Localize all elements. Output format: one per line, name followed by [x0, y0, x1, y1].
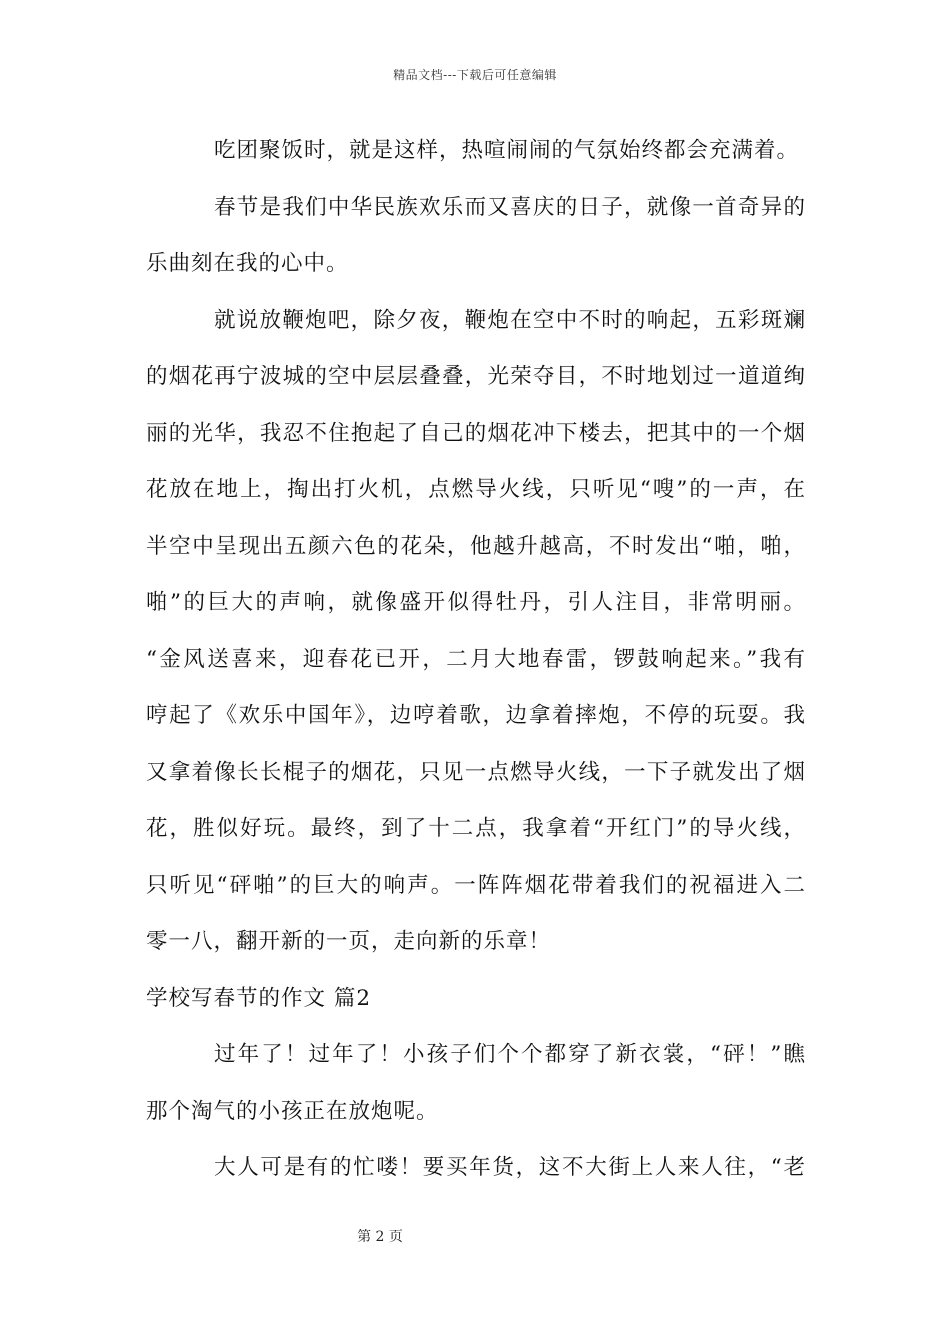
text-line: 只听见“砰啪”的巨大的响声。一阵阵烟花带着我们的祝福进入二: [146, 872, 806, 898]
section-heading: 学校写春节的作文 篇2: [146, 985, 372, 1011]
text-line: 春节是我们中华民族欢乐而又喜庆的日子，就像一首奇异的: [214, 194, 806, 220]
text-line: 就说放鞭炮吧，除夕夜，鞭炮在空中不时的响起，五彩斑斓: [214, 307, 806, 333]
text-line: 过年了！过年了！小孩子们个个都穿了新衣裳，“砰！”瞧: [214, 1042, 806, 1067]
text-line: 的烟花再宁波城的空中层层叠叠，光荣夺目，不时地划过一道道绚: [146, 364, 806, 389]
document-body: [146, 131, 806, 1205]
text-line: 花，胜似好玩。最终，到了十二点，我拿着“开红门”的导火线，: [146, 816, 806, 841]
text-line: 啪”的巨大的声响，就像盛开似得牡丹，引人注目，非常明丽。: [146, 590, 806, 615]
text-line: 吃团聚饭时，就是这样，热喧闹闹的气氛始终都会充满着。: [214, 138, 800, 163]
text-line: 零一八，翻开新的一页，走向新的乐章！: [146, 929, 552, 954]
text-line: 大人可是有的忙喽！要买年货，这不大街上人来人往，“老: [214, 1155, 806, 1180]
text-line: “金风送喜来，迎春花已开，二月大地春雷，锣鼓响起来。”我有: [146, 646, 806, 672]
text-line: 那个淘气的小孩正在放炮呢。: [146, 1098, 439, 1124]
page-header: 精品文档---下载后可任意编辑: [393, 68, 557, 82]
page-number: 第 2 页: [357, 1229, 403, 1245]
text-line: 丽的光华，我忍不住抱起了自己的烟花冲下楼去，把其中的一个烟: [146, 420, 806, 446]
text-line: 半空中呈现出五颜六色的花朵，他越升越高，不时发出“啪，啪，: [146, 533, 806, 559]
text-line: 又拿着像长长棍子的烟花，只见一点燃导火线，一下子就发出了烟: [146, 759, 806, 785]
text-line: 乐曲刻在我的心中。: [146, 251, 349, 276]
text-line: 哼起了《欢乐中国年》，边哼着歌，边拿着摔炮，不停的玩耍。我: [146, 703, 806, 728]
text-line: 花放在地上，掏出打火机，点燃导火线，只听见“嗖”的一声，在: [146, 477, 806, 502]
